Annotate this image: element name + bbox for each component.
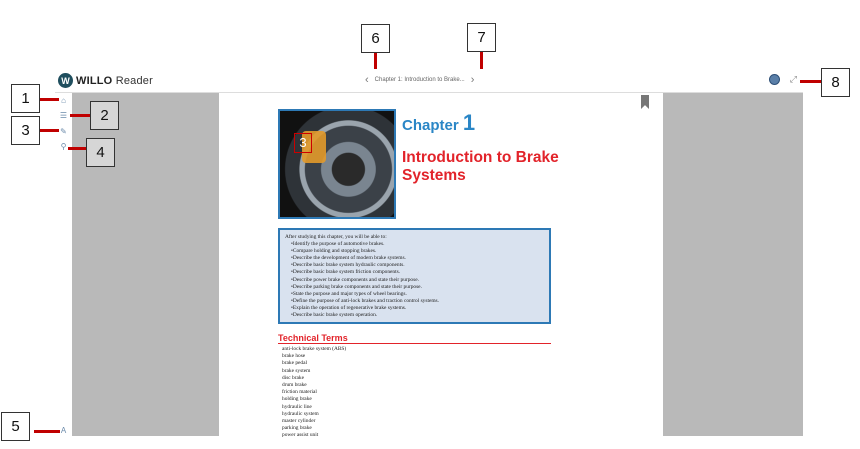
page-gutter-right <box>663 93 803 436</box>
objective-item: • Describe parking brake components and state their purpose. <box>291 284 544 291</box>
font-settings-icon[interactable]: A <box>60 426 67 435</box>
objective-item: • Define the purpose of anti-lock brakes and traction control systems. <box>291 298 544 305</box>
callout-3: 3 <box>11 116 40 145</box>
objective-item: • Identify the purpose of automotive brakes. <box>291 241 544 248</box>
technical-terms-list <box>282 346 346 440</box>
callout-line-6 <box>374 53 377 69</box>
chapter-heading <box>402 110 475 136</box>
technical-terms-heading: Technical Terms <box>278 333 348 343</box>
brand-logo[interactable] <box>58 73 153 88</box>
callout-8: 8 <box>821 68 850 97</box>
notes-edit-icon[interactable]: ✎ <box>60 127 67 136</box>
fullscreen-expand-icon[interactable]: ⤢ <box>789 74 797 84</box>
callout-line-7 <box>480 51 483 69</box>
objective-item: • Describe basic brake system operation. <box>291 312 544 319</box>
callout-line-8 <box>800 80 822 83</box>
chapter-title: Introduction to Brake Systems <box>402 149 559 184</box>
term-item: anti-lock brake system (ABS) <box>282 346 347 352</box>
callout-line-1 <box>39 98 59 101</box>
technical-terms-rule <box>278 343 551 344</box>
callout-4: 4 <box>86 138 115 167</box>
brand-name: WILLO <box>76 74 113 87</box>
current-chapter-title[interactable]: Chapter 1: Introduction to Brake... <box>374 77 465 83</box>
callout-line-5 <box>34 430 60 433</box>
reader-sidebar <box>55 93 72 436</box>
objective-item: • Describe power brake components and state their purpose. <box>291 277 544 284</box>
search-icon[interactable]: ⚲ <box>60 142 67 151</box>
brake-wheel-image <box>278 109 396 219</box>
callout-6: 6 <box>361 24 390 53</box>
term-item: disc brake <box>282 374 305 381</box>
term-item: drum brake <box>282 382 307 389</box>
chapter-number: 1 <box>462 110 476 135</box>
objectives-box <box>278 228 551 324</box>
objective-item: • State the purpose and major types of wheel bearings. <box>291 291 544 298</box>
term-item: friction material <box>282 389 317 396</box>
objective-item: • Describe the development of modern brake systems. <box>291 255 544 262</box>
term-item: brake hose <box>282 353 306 360</box>
objective-item: • Explain the operation of regenerative brake systems. <box>291 305 544 312</box>
term-item: hydraulic system <box>282 410 319 417</box>
brand-suffix: Reader <box>115 74 153 87</box>
term-item: hydraulic line <box>282 403 312 410</box>
objectives-intro: After studying this chapter, you will be able to: <box>285 234 387 240</box>
book-page <box>219 93 663 439</box>
objectives-list <box>285 241 544 319</box>
callout-line-3 <box>39 129 59 132</box>
term-item: parking brake <box>282 425 312 432</box>
callout-2: 2 <box>90 101 119 130</box>
objective-item: • Describe basic brake system friction components. <box>291 269 544 276</box>
chapter-word: Chapter <box>402 117 459 134</box>
chapter-navigation <box>365 75 474 85</box>
term-item: brake pedal <box>282 360 307 367</box>
term-item: brake system <box>282 367 311 374</box>
reader-toolbar <box>55 71 803 93</box>
chevron-left-icon[interactable]: ‹ <box>365 74 369 86</box>
home-icon[interactable]: ⌂ <box>61 96 66 105</box>
callout-line-4 <box>68 147 88 150</box>
toolbar-right <box>769 74 797 85</box>
toc-list-icon[interactable]: ☰ <box>59 111 68 120</box>
callout-5: 5 <box>1 412 30 441</box>
chevron-right-icon[interactable]: › <box>470 74 475 86</box>
term-item: holding brake <box>282 396 312 403</box>
callout-line-2 <box>70 114 92 117</box>
term-item: master cylinder <box>282 418 316 425</box>
willo-logo-icon: W <box>58 73 73 88</box>
bookmark-icon[interactable] <box>641 95 649 109</box>
term-item: power assist unit <box>282 432 319 439</box>
callout-7: 7 <box>467 23 496 52</box>
image-marker: 3 <box>294 133 312 153</box>
objective-item: • Describe basic brake system hydraulic components. <box>291 262 544 269</box>
user-avatar-icon[interactable] <box>769 74 780 85</box>
callout-1: 1 <box>11 84 40 113</box>
objective-item: • Compare holding and stopping brakes. <box>291 248 544 255</box>
